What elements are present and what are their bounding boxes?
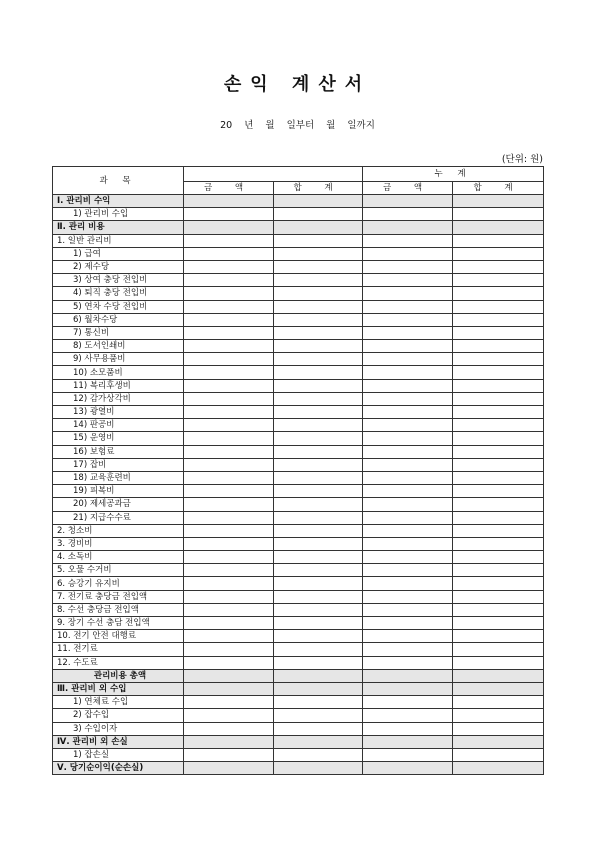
row-label: Ⅴ. 당기순이익(순손실) xyxy=(53,762,184,775)
cumulative-sum-cell[interactable] xyxy=(453,511,544,524)
cumulative-amount-cell[interactable] xyxy=(363,326,453,339)
sum-cell[interactable] xyxy=(274,630,363,643)
cumulative-sum-cell[interactable] xyxy=(453,709,544,722)
amount-cell[interactable] xyxy=(184,682,274,695)
amount-cell[interactable] xyxy=(184,564,274,577)
cumulative-sum-cell[interactable] xyxy=(453,419,544,432)
cumulative-amount-cell[interactable] xyxy=(363,498,453,511)
cumulative-sum-cell[interactable] xyxy=(453,471,544,484)
cumulative-amount-cell[interactable] xyxy=(363,419,453,432)
sum-cell[interactable] xyxy=(274,379,363,392)
cumulative-sum-cell[interactable] xyxy=(453,722,544,735)
cumulative-amount-cell[interactable] xyxy=(363,260,453,273)
amount-cell[interactable] xyxy=(184,577,274,590)
amount-cell[interactable] xyxy=(184,313,274,326)
row-label: 21) 지급수수료 xyxy=(53,511,184,524)
cumulative-sum-cell[interactable] xyxy=(453,696,544,709)
amount-cell[interactable] xyxy=(184,630,274,643)
table-row xyxy=(53,630,544,643)
row-label: 16) 보험료 xyxy=(53,445,184,458)
row-label: 20) 제세공과금 xyxy=(53,498,184,511)
amount-header: 금 액 xyxy=(184,182,274,195)
row-label: 10. 전기 안전 대행료 xyxy=(53,630,184,643)
row-label: 12) 감가상각비 xyxy=(53,392,184,405)
cumulative-sum-cell[interactable] xyxy=(453,445,544,458)
cumulative-amount-cell[interactable] xyxy=(363,379,453,392)
amount-cell[interactable] xyxy=(184,669,274,682)
cumulative-amount-cell[interactable] xyxy=(363,234,453,247)
cumulative-amount-cell[interactable] xyxy=(363,313,453,326)
cumulative-amount-cell[interactable] xyxy=(363,287,453,300)
cumulative-amount-cell[interactable] xyxy=(363,564,453,577)
table-row xyxy=(53,379,544,392)
sum-cell[interactable] xyxy=(274,748,363,761)
cumulative-sum-cell[interactable] xyxy=(453,300,544,313)
sum-cell[interactable] xyxy=(274,590,363,603)
sum-cell[interactable] xyxy=(274,221,363,234)
cumulative-sum-cell[interactable] xyxy=(453,287,544,300)
row-label: 8) 도서인쇄비 xyxy=(53,340,184,353)
amount-cell[interactable] xyxy=(184,471,274,484)
sum-cell[interactable] xyxy=(274,313,363,326)
amount-cell[interactable] xyxy=(184,524,274,537)
table-row xyxy=(53,287,544,300)
cumulative-amount-header: 금 액 xyxy=(363,182,453,195)
row-label: 2) 제수당 xyxy=(53,260,184,273)
table-row xyxy=(53,669,544,682)
cumulative-sum-cell[interactable] xyxy=(453,247,544,260)
row-label: 3) 수입이자 xyxy=(53,722,184,735)
table-row xyxy=(53,300,544,313)
sum-cell[interactable] xyxy=(274,485,363,498)
sum-cell[interactable] xyxy=(274,498,363,511)
cumulative-sum-cell[interactable] xyxy=(453,590,544,603)
row-label: 12. 수도료 xyxy=(53,656,184,669)
cumulative-sum-cell[interactable] xyxy=(453,392,544,405)
cumulative-amount-cell[interactable] xyxy=(363,524,453,537)
table-row xyxy=(53,234,544,247)
sum-cell[interactable] xyxy=(274,524,363,537)
cumulative-sum-cell[interactable] xyxy=(453,313,544,326)
cumulative-header: 누 계 xyxy=(363,167,544,182)
cumulative-sum-cell[interactable] xyxy=(453,577,544,590)
cumulative-amount-cell[interactable] xyxy=(363,748,453,761)
row-label: 4. 소독비 xyxy=(53,551,184,564)
cumulative-sum-cell[interactable] xyxy=(453,524,544,537)
row-label: 11. 전기료 xyxy=(53,643,184,656)
cumulative-amount-cell[interactable] xyxy=(363,590,453,603)
sum-cell[interactable] xyxy=(274,392,363,405)
amount-cell[interactable] xyxy=(184,551,274,564)
sum-cell[interactable] xyxy=(274,696,363,709)
cumulative-amount-cell[interactable] xyxy=(363,392,453,405)
amount-cell[interactable] xyxy=(184,326,274,339)
cumulative-amount-cell[interactable] xyxy=(363,617,453,630)
table-row xyxy=(53,406,544,419)
row-label: 13) 광열비 xyxy=(53,406,184,419)
cumulative-amount-cell[interactable] xyxy=(363,643,453,656)
table-row xyxy=(53,353,544,366)
sum-cell[interactable] xyxy=(274,260,363,273)
amount-cell[interactable] xyxy=(184,234,274,247)
sum-cell[interactable] xyxy=(274,274,363,287)
row-label: Ⅱ. 관리 비용 xyxy=(53,221,184,234)
sum-cell[interactable] xyxy=(274,682,363,695)
table-row xyxy=(53,432,544,445)
sum-cell[interactable] xyxy=(274,445,363,458)
sum-cell[interactable] xyxy=(274,326,363,339)
table-row xyxy=(53,326,544,339)
sum-cell[interactable] xyxy=(274,208,363,221)
sum-cell[interactable] xyxy=(274,432,363,445)
cumulative-amount-cell[interactable] xyxy=(363,537,453,550)
sum-cell[interactable] xyxy=(274,300,363,313)
document-title: 손익 계산서 xyxy=(223,74,372,95)
cumulative-amount-cell[interactable] xyxy=(363,195,453,208)
cumulative-sum-cell[interactable] xyxy=(453,340,544,353)
cumulative-amount-cell[interactable] xyxy=(363,722,453,735)
row-label: 19) 피복비 xyxy=(53,485,184,498)
cumulative-amount-cell[interactable] xyxy=(363,735,453,748)
amount-cell[interactable] xyxy=(184,340,274,353)
cumulative-amount-cell[interactable] xyxy=(363,656,453,669)
amount-cell[interactable] xyxy=(184,722,274,735)
row-label: 7. 전기료 충당금 전입액 xyxy=(53,590,184,603)
table-row xyxy=(53,564,544,577)
sum-cell[interactable] xyxy=(274,762,363,775)
table-row xyxy=(53,617,544,630)
sum-cell[interactable] xyxy=(274,564,363,577)
row-label: 1) 연체료 수입 xyxy=(53,696,184,709)
amount-cell[interactable] xyxy=(184,617,274,630)
sum-cell[interactable] xyxy=(274,656,363,669)
cumulative-sum-cell[interactable] xyxy=(453,260,544,273)
table-row xyxy=(53,208,544,221)
cumulative-amount-cell[interactable] xyxy=(363,630,453,643)
cumulative-amount-cell[interactable] xyxy=(363,471,453,484)
row-label: 3) 상여 충당 전입비 xyxy=(53,274,184,287)
table-row xyxy=(53,221,544,234)
row-label: 2. 청소비 xyxy=(53,524,184,537)
table-row xyxy=(53,274,544,287)
row-label: 10) 소모품비 xyxy=(53,366,184,379)
amount-cell[interactable] xyxy=(184,485,274,498)
income-statement-table xyxy=(52,166,544,775)
table-row xyxy=(53,709,544,722)
cumulative-sum-cell[interactable] xyxy=(453,748,544,761)
row-label: 9) 사무용품비 xyxy=(53,353,184,366)
amount-cell[interactable] xyxy=(184,353,274,366)
cumulative-sum-cell[interactable] xyxy=(453,603,544,616)
amount-cell[interactable] xyxy=(184,498,274,511)
row-label: 14) 판공비 xyxy=(53,419,184,432)
row-label: Ⅳ. 관리비 외 손실 xyxy=(53,735,184,748)
amount-cell[interactable] xyxy=(184,392,274,405)
table-row xyxy=(53,340,544,353)
sum-cell[interactable] xyxy=(274,458,363,471)
cumulative-sum-cell[interactable] xyxy=(453,274,544,287)
cumulative-amount-cell[interactable] xyxy=(363,353,453,366)
row-label: Ⅰ. 관리비 수익 xyxy=(53,195,184,208)
table-row xyxy=(53,419,544,432)
sum-cell[interactable] xyxy=(274,669,363,682)
amount-cell[interactable] xyxy=(184,656,274,669)
cumulative-sum-cell[interactable] xyxy=(453,221,544,234)
amount-cell[interactable] xyxy=(184,762,274,775)
sum-cell[interactable] xyxy=(274,617,363,630)
row-label: 1) 급여 xyxy=(53,247,184,260)
row-label: 6) 월차수당 xyxy=(53,313,184,326)
table-row xyxy=(53,366,544,379)
amount-cell[interactable] xyxy=(184,406,274,419)
cumulative-amount-cell[interactable] xyxy=(363,300,453,313)
row-label: 5. 오물 수거비 xyxy=(53,564,184,577)
row-label: 7) 통신비 xyxy=(53,326,184,339)
amount-cell[interactable] xyxy=(184,432,274,445)
cumulative-sum-cell[interactable] xyxy=(453,326,544,339)
row-label: 5) 연차 수당 전입비 xyxy=(53,300,184,313)
sum-cell[interactable] xyxy=(274,709,363,722)
table-row xyxy=(53,537,544,550)
cumulative-amount-cell[interactable] xyxy=(363,511,453,524)
amount-cell[interactable] xyxy=(184,458,274,471)
sum-cell[interactable] xyxy=(274,195,363,208)
sum-cell[interactable] xyxy=(274,366,363,379)
row-label: 11) 복리후생비 xyxy=(53,379,184,392)
cumulative-amount-cell[interactable] xyxy=(363,432,453,445)
cumulative-amount-cell[interactable] xyxy=(363,340,453,353)
cumulative-sum-cell[interactable] xyxy=(453,379,544,392)
sum-cell[interactable] xyxy=(274,419,363,432)
sum-cell[interactable] xyxy=(274,577,363,590)
table-row xyxy=(53,762,544,775)
cumulative-sum-header: 합 계 xyxy=(453,182,544,195)
sum-cell[interactable] xyxy=(274,287,363,300)
cumulative-amount-cell[interactable] xyxy=(363,247,453,260)
cumulative-sum-cell[interactable] xyxy=(453,406,544,419)
sum-cell[interactable] xyxy=(274,511,363,524)
row-label: 8. 수선 충당금 전입액 xyxy=(53,603,184,616)
table-row xyxy=(53,696,544,709)
row-label: 3. 경비비 xyxy=(53,537,184,550)
cumulative-sum-cell[interactable] xyxy=(453,630,544,643)
table-row xyxy=(53,485,544,498)
cumulative-sum-cell[interactable] xyxy=(453,537,544,550)
cumulative-amount-cell[interactable] xyxy=(363,762,453,775)
amount-cell[interactable] xyxy=(184,247,274,260)
table-row xyxy=(53,313,544,326)
cumulative-sum-cell[interactable] xyxy=(453,551,544,564)
cumulative-sum-cell[interactable] xyxy=(453,366,544,379)
table-row xyxy=(53,656,544,669)
table-row xyxy=(53,603,544,616)
sum-cell[interactable] xyxy=(274,722,363,735)
row-label: 9. 장기 수선 충담 전입액 xyxy=(53,617,184,630)
cumulative-amount-cell[interactable] xyxy=(363,445,453,458)
table-row xyxy=(53,195,544,208)
subject-header: 과 목 xyxy=(53,167,184,195)
table-row xyxy=(53,471,544,484)
cumulative-sum-cell[interactable] xyxy=(453,682,544,695)
cumulative-sum-cell[interactable] xyxy=(453,656,544,669)
table-row xyxy=(53,643,544,656)
cumulative-sum-cell[interactable] xyxy=(453,195,544,208)
table-row xyxy=(53,247,544,260)
row-label: 6. 승강기 유지비 xyxy=(53,577,184,590)
table-row xyxy=(53,458,544,471)
amount-cell[interactable] xyxy=(184,379,274,392)
cumulative-sum-cell[interactable] xyxy=(453,735,544,748)
cumulative-amount-cell[interactable] xyxy=(363,696,453,709)
table-row xyxy=(53,445,544,458)
row-label: 2) 잡수입 xyxy=(53,709,184,722)
period-line: 20 년 월 일부터 월 일까지 xyxy=(220,120,375,131)
amount-cell[interactable] xyxy=(184,696,274,709)
amount-cell[interactable] xyxy=(184,643,274,656)
cumulative-sum-cell[interactable] xyxy=(453,498,544,511)
cumulative-amount-cell[interactable] xyxy=(363,366,453,379)
sum-cell[interactable] xyxy=(274,551,363,564)
amount-cell[interactable] xyxy=(184,511,274,524)
cumulative-sum-cell[interactable] xyxy=(453,432,544,445)
cumulative-sum-cell[interactable] xyxy=(453,485,544,498)
cumulative-amount-cell[interactable] xyxy=(363,208,453,221)
row-label: 4) 퇴직 충당 전입비 xyxy=(53,287,184,300)
sum-header: 합 계 xyxy=(274,182,363,195)
amount-cell[interactable] xyxy=(184,208,274,221)
amount-cell[interactable] xyxy=(184,445,274,458)
cumulative-sum-cell[interactable] xyxy=(453,234,544,247)
row-label: 1) 관리비 수입 xyxy=(53,208,184,221)
cumulative-amount-cell[interactable] xyxy=(363,682,453,695)
table-row xyxy=(53,524,544,537)
amount-cell[interactable] xyxy=(184,274,274,287)
cumulative-sum-cell[interactable] xyxy=(453,617,544,630)
cumulative-sum-cell[interactable] xyxy=(453,564,544,577)
row-label: 18) 교육훈련비 xyxy=(53,471,184,484)
row-label: 1) 잡손실 xyxy=(53,748,184,761)
table-row xyxy=(53,682,544,695)
cumulative-amount-cell[interactable] xyxy=(363,485,453,498)
cumulative-amount-cell[interactable] xyxy=(363,221,453,234)
row-label: 15) 운영비 xyxy=(53,432,184,445)
sum-cell[interactable] xyxy=(274,735,363,748)
unit-label: (단위: 원) xyxy=(501,154,543,165)
amount-cell[interactable] xyxy=(184,260,274,273)
amount-cell[interactable] xyxy=(184,590,274,603)
amount-cell[interactable] xyxy=(184,195,274,208)
cumulative-amount-cell[interactable] xyxy=(363,709,453,722)
amount-cell[interactable] xyxy=(184,709,274,722)
amount-cell[interactable] xyxy=(184,366,274,379)
cumulative-amount-cell[interactable] xyxy=(363,603,453,616)
cumulative-sum-cell[interactable] xyxy=(453,458,544,471)
sum-cell[interactable] xyxy=(274,643,363,656)
table-row xyxy=(53,748,544,761)
cumulative-amount-cell[interactable] xyxy=(363,669,453,682)
amount-cell[interactable] xyxy=(184,603,274,616)
sum-cell[interactable] xyxy=(274,247,363,260)
table-row xyxy=(53,577,544,590)
cumulative-amount-cell[interactable] xyxy=(363,551,453,564)
sum-cell[interactable] xyxy=(274,471,363,484)
table-row xyxy=(53,735,544,748)
ledger-body xyxy=(53,195,544,775)
table-row xyxy=(53,511,544,524)
table-row xyxy=(53,722,544,735)
table-row xyxy=(53,392,544,405)
cumulative-sum-cell[interactable] xyxy=(453,669,544,682)
amount-cell[interactable] xyxy=(184,748,274,761)
cumulative-amount-cell[interactable] xyxy=(363,458,453,471)
row-label: 관리비용 총액 xyxy=(53,669,184,682)
amount-cell[interactable] xyxy=(184,300,274,313)
cumulative-sum-cell[interactable] xyxy=(453,762,544,775)
sum-cell[interactable] xyxy=(274,603,363,616)
cumulative-sum-cell[interactable] xyxy=(453,353,544,366)
table-row xyxy=(53,590,544,603)
row-label: 17) 잡비 xyxy=(53,458,184,471)
sum-cell[interactable] xyxy=(274,353,363,366)
row-label: 1. 일반 관리비 xyxy=(53,234,184,247)
amount-cell[interactable] xyxy=(184,287,274,300)
table-row xyxy=(53,551,544,564)
cumulative-sum-cell[interactable] xyxy=(453,643,544,656)
amount-cell[interactable] xyxy=(184,735,274,748)
row-label: Ⅲ. 관리비 외 수입 xyxy=(53,682,184,695)
cumulative-amount-cell[interactable] xyxy=(363,274,453,287)
cumulative-amount-cell[interactable] xyxy=(363,406,453,419)
table-row xyxy=(53,260,544,273)
amount-cell[interactable] xyxy=(184,537,274,550)
cumulative-amount-cell[interactable] xyxy=(363,577,453,590)
sum-cell[interactable] xyxy=(274,537,363,550)
table-row xyxy=(53,498,544,511)
sum-cell[interactable] xyxy=(274,406,363,419)
amount-cell[interactable] xyxy=(184,221,274,234)
current-header xyxy=(184,167,363,182)
sum-cell[interactable] xyxy=(274,234,363,247)
sum-cell[interactable] xyxy=(274,340,363,353)
cumulative-sum-cell[interactable] xyxy=(453,208,544,221)
amount-cell[interactable] xyxy=(184,419,274,432)
